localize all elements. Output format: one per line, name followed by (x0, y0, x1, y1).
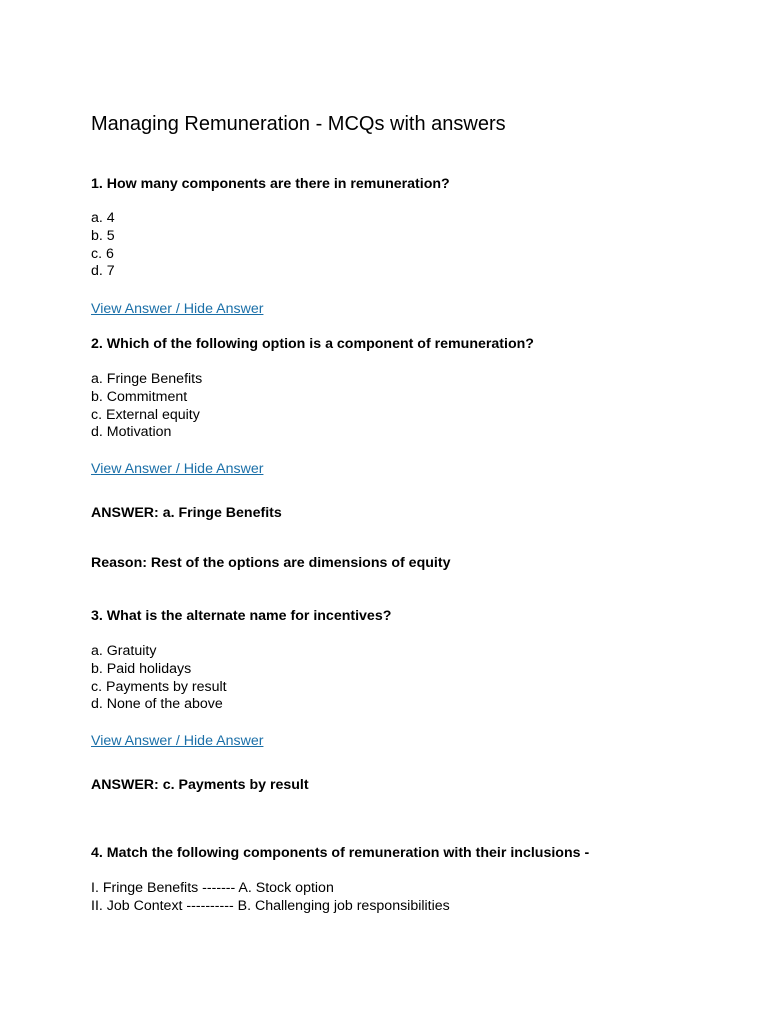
answer-2: ANSWER: a. Fringe Benefits (91, 505, 282, 521)
question-2-options (91, 371, 202, 442)
question-4: 4. Match the following components of remuneration with their inclusions - (91, 845, 590, 861)
question-1: 1. How many components are there in remuneration? (91, 176, 450, 192)
match-item-2: II. Job Context ---------- B. Challenging job responsibilities (91, 897, 450, 914)
view-answer-link-1[interactable]: View Answer / Hide Answer (91, 301, 264, 317)
option-d: d. None of the above (91, 696, 223, 713)
option-d: d. 7 (91, 263, 115, 280)
option-c: c. Payments by result (91, 678, 227, 695)
option-c: c. External equity (91, 406, 200, 423)
question-3: 3. What is the alternate name for incentives? (91, 608, 392, 624)
option-b: b. Commitment (91, 388, 188, 405)
reason-2: Reason: Rest of the options are dimensions of equity (91, 555, 451, 571)
option-a: a. 4 (91, 210, 115, 226)
option-c: c. 6 (91, 245, 114, 262)
page-title: Managing Remuneration - MCQs with answers (91, 113, 506, 135)
option-a: a. Gratuity (91, 643, 157, 659)
question-1-options (91, 210, 115, 281)
option-d: d. Motivation (91, 424, 172, 441)
option-a: a. Fringe Benefits (91, 371, 203, 387)
match-item-1: I. Fringe Benefits ------- A. Stock option (91, 880, 334, 896)
question-2: 2. Which of the following option is a component of remuneration? (91, 336, 534, 352)
option-b: b. Paid holidays (91, 660, 192, 677)
view-answer-link-3[interactable]: View Answer / Hide Answer (91, 733, 264, 749)
option-b: b. 5 (91, 227, 115, 244)
view-answer-link-2[interactable]: View Answer / Hide Answer (91, 461, 264, 477)
question-4-match-list (91, 880, 450, 916)
answer-3: ANSWER: c. Payments by result (91, 777, 309, 793)
question-3-options (91, 643, 227, 714)
